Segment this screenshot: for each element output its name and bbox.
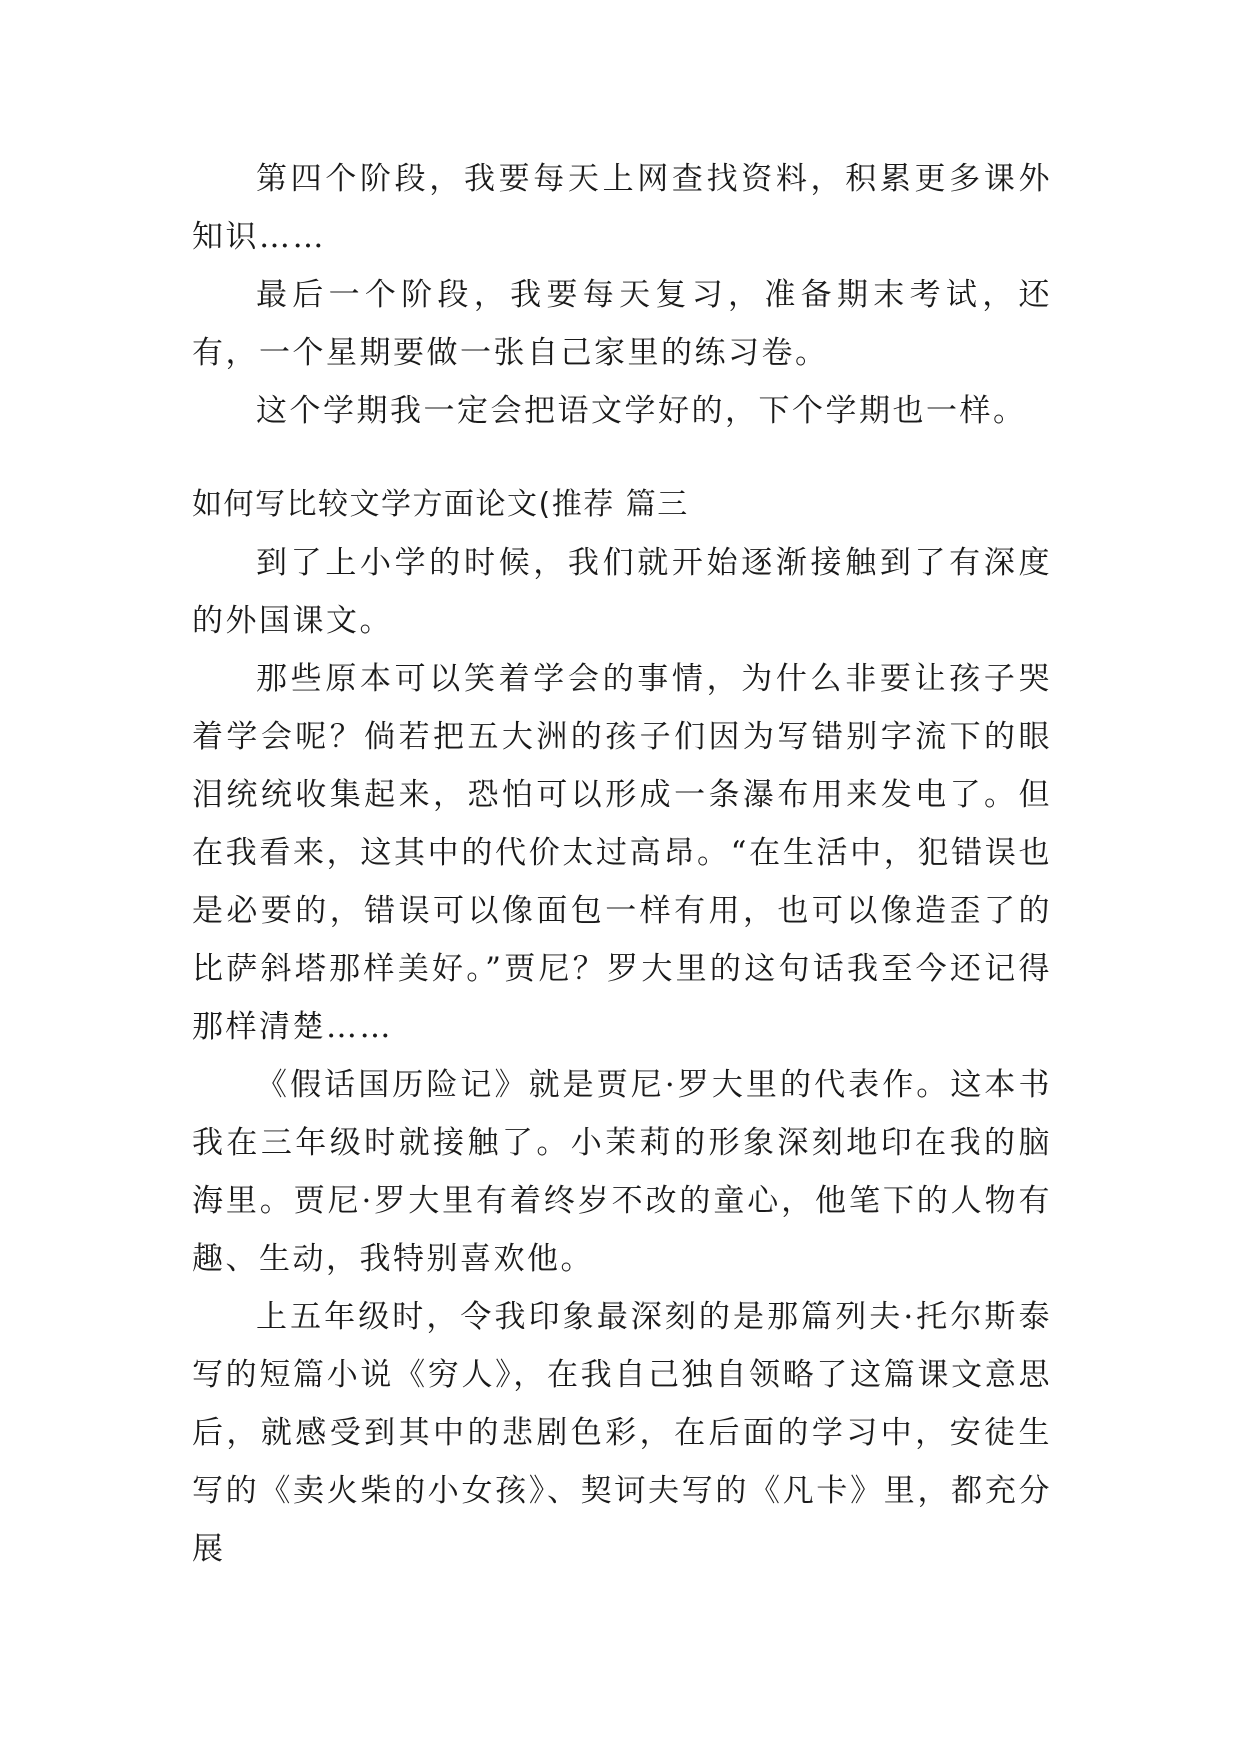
- paragraph-grade-five: 上五年级时，令我印象最深刻的是那篇列夫·托尔斯泰写的短篇小说《穷人》，在我自己独自领略了这篇课文意思后，就感受到其中的悲剧色彩，在后面的学习中，安徒生写的《卖火柴的小女孩》、契诃夫写的《凡卡》里，都充分展: [192, 1299, 1052, 1567]
- paragraph-foreign-texts: 到了上小学的时候，我们就开始逐渐接触到了有深度的外国课文。: [192, 545, 1052, 639]
- paragraph-stage-four: 第四个阶段，我要每天上网查找资料，积累更多课外知识……: [192, 161, 1052, 255]
- paragraph-semester-goal: 这个学期我一定会把语文学好的，下个学期也一样。: [256, 393, 1027, 429]
- paragraph-mistakes-quote: 那些原本可以笑着学会的事情，为什么非要让孩子哭着学会呢？倘若把五大洲的孩子们因为写错别字流下的眼泪统统收集起来，恐怕可以形成一条瀑布用来发电了。但在我看来，这其中的代价太过高昂。“在生活中，犯错误也是必要的，错误可以像面包一样有用，也可以像造歪了的比萨斜塔那样美好。”贾尼？罗大里的这句话我至今还记得那样清楚……: [192, 661, 1052, 1045]
- section-heading: 如何写比较文学方面论文(推荐 篇三: [192, 487, 689, 522]
- paragraph-rodari: 《假话国历险记》就是贾尼·罗大里的代表作。这本书我在三年级时就接触了。小茉莉的形象深刻地印在我的脑海里。贾尼·罗大里有着终岁不改的童心，他笔下的人物有趣、生动，我特别喜欢他。: [192, 1067, 1052, 1277]
- paragraph-final-stage: 最后一个阶段，我要每天复习，准备期末考试，还有，一个星期要做一张自己家里的练习卷。: [192, 277, 1052, 371]
- document-body: [192, 150, 1052, 1578]
